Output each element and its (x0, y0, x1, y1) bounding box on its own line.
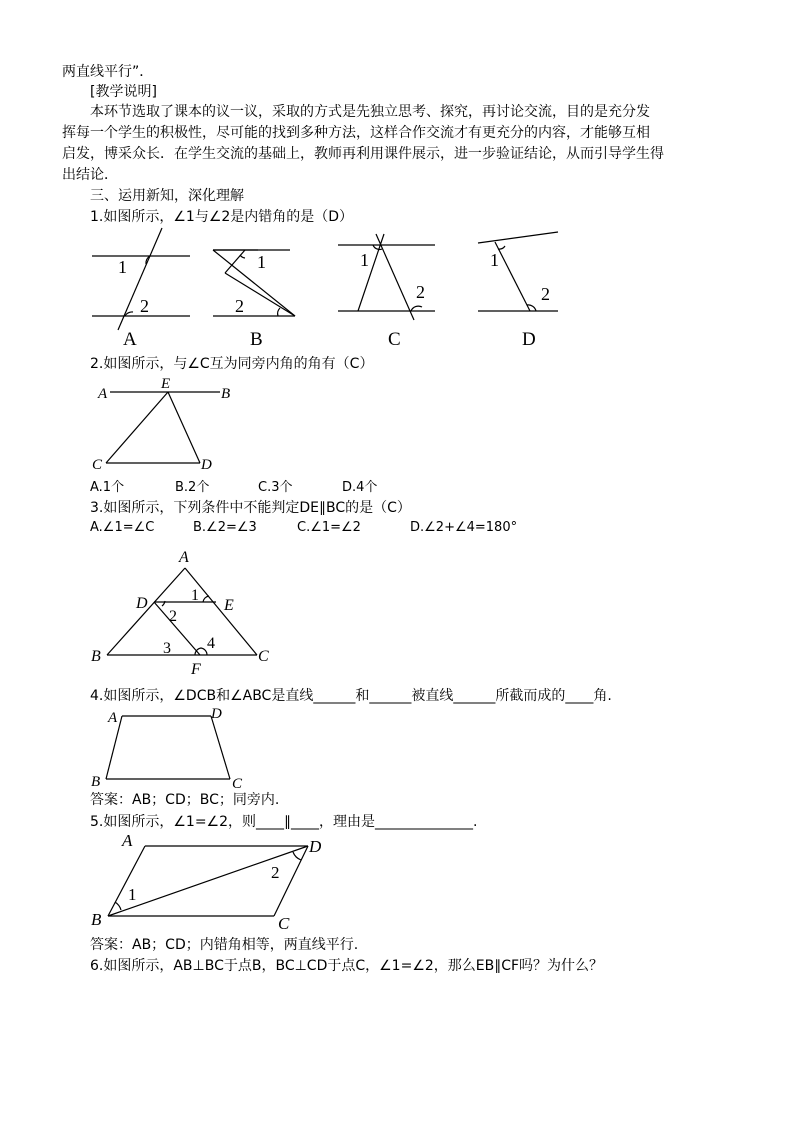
q5-label-c: C (278, 914, 290, 933)
q3-option-a: A.∠1=∠C (90, 520, 155, 535)
q2-option-c: C.3个 (258, 480, 293, 495)
paragraph-line: 出结论． (62, 167, 118, 183)
q2-label-e: E (161, 376, 171, 392)
fig-d-label: D (522, 329, 536, 350)
q3-option-c: C.∠1=∠2 (297, 520, 361, 535)
question-4: 4.如图所示，∠DCB和∠ABC是直线______和______被直线______所截而成的____角. (90, 688, 612, 704)
q3-label-a: A (179, 549, 189, 566)
q5-figure (88, 828, 348, 938)
q3-angle-3: 3 (163, 640, 171, 657)
q3-label-c: C (258, 648, 269, 665)
question-5: 5.如图所示，∠1=∠2，则____∥____，理由是______________. (90, 814, 478, 830)
q2-option-a: A.1个 (90, 480, 125, 495)
q3-label-f: F (191, 661, 201, 678)
q2-label-d: D (201, 457, 212, 473)
q3-label-d: D (136, 595, 148, 612)
q5-label-d: D (309, 837, 322, 856)
q4-answer: 答案：AB；CD；BC；同旁内. (90, 792, 280, 808)
q2-option-d: D.4个 (342, 480, 378, 495)
section-heading: 三、运用新知，深化理解 (90, 188, 244, 204)
fig-c-angle-1: 1 (360, 250, 369, 270)
q2-figure (90, 374, 250, 474)
q5-angle-1: 1 (128, 885, 137, 904)
q4-label-c: C (232, 776, 243, 792)
question-6: 6.如图所示，AB⊥BC于点B，BC⊥CD于点C，∠1=∠2，那么EB∥CF吗？为什么？ (90, 958, 604, 974)
text-line: 两直线平行”． (62, 64, 154, 80)
q3-option-d: D.∠2+∠4=180° (410, 520, 518, 535)
fig-d-angle-2: 2 (541, 284, 550, 304)
fig-a-label: A (123, 329, 137, 350)
question-2: 2.如图所示，与∠C互为同旁内角的角有（C） (90, 356, 374, 372)
fig-d-angle-1: 1 (490, 250, 499, 270)
q2-option-b: B.2个 (175, 480, 210, 495)
paragraph-line: 本环节选取了课本的议一议，采取的方式是先独立思考、探究，再讨论交流，目的是充分发 (90, 104, 650, 120)
q5-label-a: A (122, 831, 133, 850)
section-label: [教学说明] (90, 84, 157, 100)
q2-label-c: C (92, 457, 103, 473)
fig-c-angle-2: 2 (416, 282, 425, 302)
q3-angle-1: 1 (191, 587, 199, 604)
fig-c-label: C (388, 329, 401, 350)
q4-label-b: B (91, 774, 101, 790)
fig-b-label: B (250, 329, 263, 350)
q2-label-a: A (98, 386, 108, 402)
question-1: 1.如图所示，∠1与∠2是内错角的是（D） (90, 209, 354, 225)
fig-b-angle-1: 1 (257, 252, 266, 272)
fig-b-angle-2: 2 (235, 296, 244, 316)
paragraph-line: 挥每一个学生的积极性，尽可能的找到多种方法，这样合作交流才有更充分的内容，才能够互相 (62, 125, 650, 141)
q3-label-e: E (224, 597, 234, 614)
q5-angle-2: 2 (271, 863, 280, 882)
q3-angle-2: 2 (169, 608, 177, 625)
paragraph-line: 启发，博采众长．在学生交流的基础上，教师再利用课件展示，进一步验证结论，从而引导学生得 (62, 146, 664, 162)
q5-answer: 答案：AB；CD；内错角相等，两直线平行. (90, 937, 359, 953)
q4-label-d: D (211, 706, 222, 722)
figure-b (213, 250, 295, 316)
q4-figure (88, 702, 258, 797)
q3-option-b: B.∠2=∠3 (193, 520, 257, 535)
q3-angle-4: 4 (207, 635, 215, 652)
fig-a-angle-2: 2 (140, 296, 149, 316)
q3-figure (85, 540, 285, 678)
question-3: 3.如图所示，下列条件中不能判定DE∥BC的是（C） (90, 500, 411, 516)
q5-label-b: B (91, 910, 102, 929)
fig-a-angle-1: 1 (118, 257, 127, 277)
q1-figures (80, 228, 600, 353)
q3-label-b: B (91, 648, 101, 665)
figure-c (338, 234, 435, 320)
q4-label-a: A (108, 710, 118, 726)
q2-label-b: B (221, 386, 231, 402)
